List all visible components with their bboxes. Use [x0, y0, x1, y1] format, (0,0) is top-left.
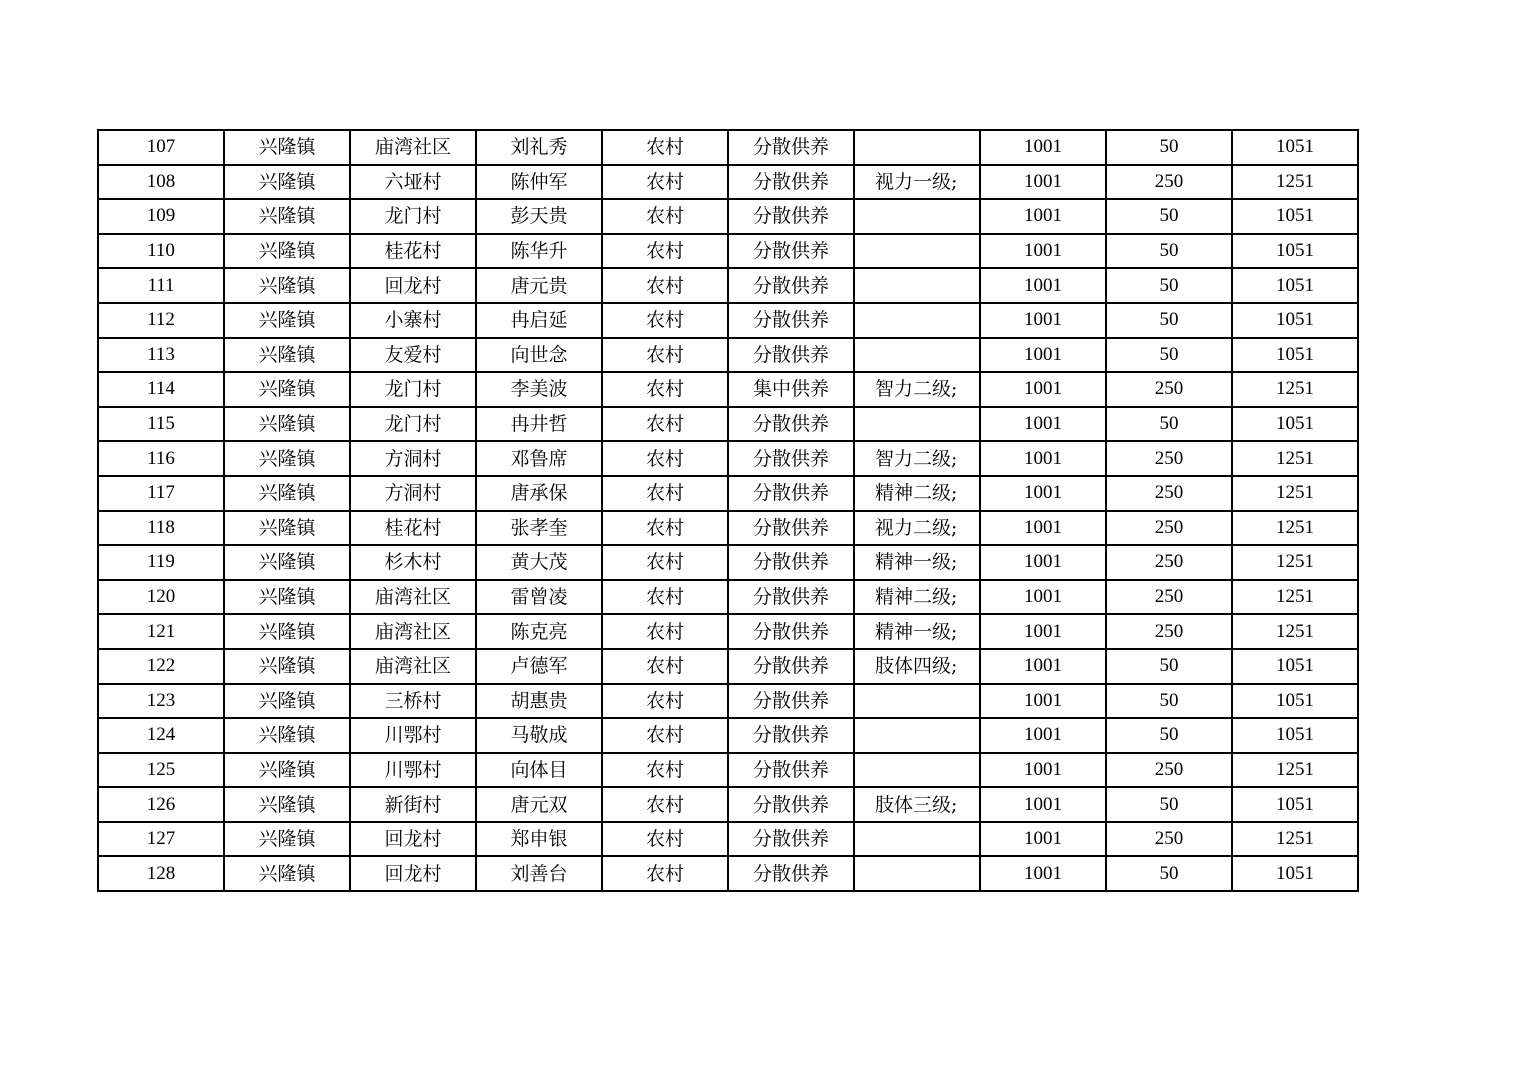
name-cell: 邓鲁席: [476, 441, 602, 476]
household-cell: 农村: [602, 268, 728, 303]
amount-cell: 1001: [980, 718, 1106, 753]
subsidy-cell: 250: [1106, 441, 1232, 476]
amount-cell: 1001: [980, 268, 1106, 303]
disability-cell: 智力二级;: [854, 441, 980, 476]
total-cell: 1051: [1232, 303, 1358, 338]
household-cell: 农村: [602, 130, 728, 165]
town-cell: 兴隆镇: [224, 545, 350, 580]
support-type-cell: 分散供养: [728, 165, 854, 200]
table-body: [98, 130, 1358, 891]
table-row: [98, 268, 1358, 303]
household-cell: 农村: [602, 580, 728, 615]
serial-cell: 127: [98, 822, 224, 857]
table-row: [98, 718, 1358, 753]
subsidy-cell: 250: [1106, 753, 1232, 788]
total-cell: 1251: [1232, 165, 1358, 200]
amount-cell: 1001: [980, 753, 1106, 788]
subsidy-cell: 50: [1106, 649, 1232, 684]
total-cell: 1051: [1232, 130, 1358, 165]
household-cell: 农村: [602, 856, 728, 891]
subsidy-cell: 250: [1106, 614, 1232, 649]
support-type-cell: 分散供养: [728, 684, 854, 719]
disability-cell: 视力一级;: [854, 165, 980, 200]
support-type-cell: 分散供养: [728, 614, 854, 649]
support-type-cell: 分散供养: [728, 718, 854, 753]
serial-cell: 114: [98, 372, 224, 407]
name-cell: 陈克亮: [476, 614, 602, 649]
support-type-cell: 分散供养: [728, 303, 854, 338]
subsidy-cell: 50: [1106, 199, 1232, 234]
serial-cell: 107: [98, 130, 224, 165]
name-cell: 冉启延: [476, 303, 602, 338]
village-cell: 新街村: [350, 787, 476, 822]
disability-cell: [854, 718, 980, 753]
name-cell: 卢德军: [476, 649, 602, 684]
village-cell: 庙湾社区: [350, 130, 476, 165]
village-cell: 三桥村: [350, 684, 476, 719]
subsidy-cell: 50: [1106, 234, 1232, 269]
name-cell: 陈仲军: [476, 165, 602, 200]
household-cell: 农村: [602, 684, 728, 719]
serial-cell: 113: [98, 338, 224, 373]
subsidy-cell: 50: [1106, 130, 1232, 165]
serial-cell: 121: [98, 614, 224, 649]
amount-cell: 1001: [980, 407, 1106, 442]
town-cell: 兴隆镇: [224, 268, 350, 303]
table-row: [98, 787, 1358, 822]
table-row: [98, 372, 1358, 407]
disability-cell: [854, 338, 980, 373]
town-cell: 兴隆镇: [224, 130, 350, 165]
village-cell: 方洞村: [350, 441, 476, 476]
amount-cell: 1001: [980, 545, 1106, 580]
amount-cell: 1001: [980, 511, 1106, 546]
village-cell: 龙门村: [350, 407, 476, 442]
serial-cell: 117: [98, 476, 224, 511]
subsidy-cell: 50: [1106, 787, 1232, 822]
disability-cell: [854, 822, 980, 857]
subsidy-cell: 50: [1106, 268, 1232, 303]
name-cell: 郑申银: [476, 822, 602, 857]
serial-cell: 108: [98, 165, 224, 200]
town-cell: 兴隆镇: [224, 787, 350, 822]
subsidy-cell: 250: [1106, 545, 1232, 580]
table-row: [98, 545, 1358, 580]
table-row: [98, 684, 1358, 719]
subsidy-cell: 50: [1106, 718, 1232, 753]
serial-cell: 118: [98, 511, 224, 546]
serial-cell: 111: [98, 268, 224, 303]
table-row: [98, 199, 1358, 234]
support-type-cell: 分散供养: [728, 268, 854, 303]
table-row: [98, 234, 1358, 269]
total-cell: 1251: [1232, 753, 1358, 788]
total-cell: 1051: [1232, 718, 1358, 753]
name-cell: 冉井哲: [476, 407, 602, 442]
village-cell: 龙门村: [350, 199, 476, 234]
amount-cell: 1001: [980, 787, 1106, 822]
disability-cell: [854, 234, 980, 269]
serial-cell: 120: [98, 580, 224, 615]
name-cell: 向世念: [476, 338, 602, 373]
support-type-cell: 分散供养: [728, 234, 854, 269]
serial-cell: 115: [98, 407, 224, 442]
village-cell: 龙门村: [350, 372, 476, 407]
town-cell: 兴隆镇: [224, 580, 350, 615]
household-cell: 农村: [602, 822, 728, 857]
amount-cell: 1001: [980, 372, 1106, 407]
household-cell: 农村: [602, 718, 728, 753]
total-cell: 1251: [1232, 614, 1358, 649]
name-cell: 黄大茂: [476, 545, 602, 580]
household-cell: 农村: [602, 199, 728, 234]
table-row: [98, 407, 1358, 442]
total-cell: 1251: [1232, 822, 1358, 857]
total-cell: 1251: [1232, 372, 1358, 407]
disability-cell: 精神二级;: [854, 580, 980, 615]
amount-cell: 1001: [980, 338, 1106, 373]
total-cell: 1051: [1232, 199, 1358, 234]
name-cell: 向体目: [476, 753, 602, 788]
town-cell: 兴隆镇: [224, 441, 350, 476]
total-cell: 1251: [1232, 580, 1358, 615]
village-cell: 回龙村: [350, 268, 476, 303]
subsidy-cell: 250: [1106, 511, 1232, 546]
village-cell: 方洞村: [350, 476, 476, 511]
town-cell: 兴隆镇: [224, 372, 350, 407]
household-cell: 农村: [602, 545, 728, 580]
town-cell: 兴隆镇: [224, 165, 350, 200]
name-cell: 唐元贵: [476, 268, 602, 303]
serial-cell: 119: [98, 545, 224, 580]
town-cell: 兴隆镇: [224, 303, 350, 338]
subsidy-cell: 50: [1106, 338, 1232, 373]
village-cell: 回龙村: [350, 856, 476, 891]
subsidy-cell: 250: [1106, 822, 1232, 857]
subsidy-cell: 50: [1106, 407, 1232, 442]
serial-cell: 126: [98, 787, 224, 822]
amount-cell: 1001: [980, 649, 1106, 684]
amount-cell: 1001: [980, 165, 1106, 200]
amount-cell: 1001: [980, 303, 1106, 338]
table-row: [98, 476, 1358, 511]
support-type-cell: 分散供养: [728, 407, 854, 442]
serial-cell: 109: [98, 199, 224, 234]
household-cell: 农村: [602, 165, 728, 200]
total-cell: 1051: [1232, 268, 1358, 303]
disability-cell: 智力二级;: [854, 372, 980, 407]
name-cell: 张孝奎: [476, 511, 602, 546]
name-cell: 李美波: [476, 372, 602, 407]
disability-cell: [854, 753, 980, 788]
town-cell: 兴隆镇: [224, 822, 350, 857]
town-cell: 兴隆镇: [224, 407, 350, 442]
village-cell: 六垭村: [350, 165, 476, 200]
table-row: [98, 856, 1358, 891]
disability-cell: 精神一级;: [854, 545, 980, 580]
town-cell: 兴隆镇: [224, 856, 350, 891]
table-row: [98, 303, 1358, 338]
table-row: [98, 338, 1358, 373]
amount-cell: 1001: [980, 234, 1106, 269]
support-type-cell: 分散供养: [728, 580, 854, 615]
town-cell: 兴隆镇: [224, 234, 350, 269]
disability-cell: [854, 684, 980, 719]
total-cell: 1051: [1232, 856, 1358, 891]
table-row: [98, 511, 1358, 546]
support-type-cell: 分散供养: [728, 130, 854, 165]
data-sheet: [97, 129, 1357, 892]
support-type-cell: 分散供养: [728, 787, 854, 822]
subsidy-cell: 50: [1106, 684, 1232, 719]
village-cell: 桂花村: [350, 234, 476, 269]
total-cell: 1051: [1232, 407, 1358, 442]
table-row: [98, 165, 1358, 200]
town-cell: 兴隆镇: [224, 476, 350, 511]
amount-cell: 1001: [980, 580, 1106, 615]
household-cell: 农村: [602, 787, 728, 822]
table-row: [98, 753, 1358, 788]
amount-cell: 1001: [980, 614, 1106, 649]
total-cell: 1251: [1232, 511, 1358, 546]
town-cell: 兴隆镇: [224, 614, 350, 649]
disability-cell: 精神二级;: [854, 476, 980, 511]
household-cell: 农村: [602, 441, 728, 476]
serial-cell: 112: [98, 303, 224, 338]
subsidy-cell: 50: [1106, 856, 1232, 891]
table-row: [98, 580, 1358, 615]
serial-cell: 116: [98, 441, 224, 476]
town-cell: 兴隆镇: [224, 684, 350, 719]
serial-cell: 125: [98, 753, 224, 788]
disability-cell: 肢体三级;: [854, 787, 980, 822]
serial-cell: 122: [98, 649, 224, 684]
name-cell: 彭天贵: [476, 199, 602, 234]
total-cell: 1051: [1232, 338, 1358, 373]
subsidy-cell: 250: [1106, 165, 1232, 200]
amount-cell: 1001: [980, 856, 1106, 891]
disability-cell: [854, 856, 980, 891]
records-table: [97, 129, 1359, 892]
disability-cell: [854, 130, 980, 165]
support-type-cell: 分散供养: [728, 476, 854, 511]
village-cell: 川鄂村: [350, 753, 476, 788]
support-type-cell: 分散供养: [728, 199, 854, 234]
table-row: [98, 649, 1358, 684]
subsidy-cell: 250: [1106, 372, 1232, 407]
disability-cell: [854, 303, 980, 338]
serial-cell: 124: [98, 718, 224, 753]
serial-cell: 128: [98, 856, 224, 891]
total-cell: 1051: [1232, 684, 1358, 719]
name-cell: 唐元双: [476, 787, 602, 822]
household-cell: 农村: [602, 753, 728, 788]
household-cell: 农村: [602, 303, 728, 338]
household-cell: 农村: [602, 649, 728, 684]
disability-cell: 精神一级;: [854, 614, 980, 649]
support-type-cell: 分散供养: [728, 753, 854, 788]
amount-cell: 1001: [980, 476, 1106, 511]
subsidy-cell: 250: [1106, 476, 1232, 511]
support-type-cell: 分散供养: [728, 822, 854, 857]
village-cell: 友爱村: [350, 338, 476, 373]
total-cell: 1251: [1232, 441, 1358, 476]
disability-cell: 肢体四级;: [854, 649, 980, 684]
table-row: [98, 441, 1358, 476]
household-cell: 农村: [602, 338, 728, 373]
household-cell: 农村: [602, 407, 728, 442]
support-type-cell: 分散供养: [728, 511, 854, 546]
amount-cell: 1001: [980, 684, 1106, 719]
town-cell: 兴隆镇: [224, 649, 350, 684]
name-cell: 刘礼秀: [476, 130, 602, 165]
village-cell: 庙湾社区: [350, 649, 476, 684]
total-cell: 1051: [1232, 787, 1358, 822]
household-cell: 农村: [602, 476, 728, 511]
disability-cell: [854, 268, 980, 303]
total-cell: 1251: [1232, 476, 1358, 511]
amount-cell: 1001: [980, 441, 1106, 476]
household-cell: 农村: [602, 614, 728, 649]
town-cell: 兴隆镇: [224, 511, 350, 546]
subsidy-cell: 250: [1106, 580, 1232, 615]
town-cell: 兴隆镇: [224, 338, 350, 373]
town-cell: 兴隆镇: [224, 199, 350, 234]
support-type-cell: 集中供养: [728, 372, 854, 407]
town-cell: 兴隆镇: [224, 753, 350, 788]
name-cell: 唐承保: [476, 476, 602, 511]
subsidy-cell: 50: [1106, 303, 1232, 338]
village-cell: 桂花村: [350, 511, 476, 546]
village-cell: 川鄂村: [350, 718, 476, 753]
town-cell: 兴隆镇: [224, 718, 350, 753]
village-cell: 庙湾社区: [350, 614, 476, 649]
village-cell: 回龙村: [350, 822, 476, 857]
serial-cell: 110: [98, 234, 224, 269]
amount-cell: 1001: [980, 822, 1106, 857]
total-cell: 1051: [1232, 234, 1358, 269]
disability-cell: [854, 199, 980, 234]
table-row: [98, 130, 1358, 165]
total-cell: 1251: [1232, 545, 1358, 580]
total-cell: 1051: [1232, 649, 1358, 684]
household-cell: 农村: [602, 234, 728, 269]
name-cell: 刘善台: [476, 856, 602, 891]
table-row: [98, 822, 1358, 857]
village-cell: 庙湾社区: [350, 580, 476, 615]
name-cell: 马敬成: [476, 718, 602, 753]
support-type-cell: 分散供养: [728, 545, 854, 580]
name-cell: 陈华升: [476, 234, 602, 269]
support-type-cell: 分散供养: [728, 649, 854, 684]
household-cell: 农村: [602, 372, 728, 407]
name-cell: 雷曾凌: [476, 580, 602, 615]
support-type-cell: 分散供养: [728, 441, 854, 476]
disability-cell: 视力二级;: [854, 511, 980, 546]
table-row: [98, 614, 1358, 649]
amount-cell: 1001: [980, 199, 1106, 234]
amount-cell: 1001: [980, 130, 1106, 165]
disability-cell: [854, 407, 980, 442]
support-type-cell: 分散供养: [728, 856, 854, 891]
village-cell: 杉木村: [350, 545, 476, 580]
village-cell: 小寨村: [350, 303, 476, 338]
household-cell: 农村: [602, 511, 728, 546]
serial-cell: 123: [98, 684, 224, 719]
name-cell: 胡惠贵: [476, 684, 602, 719]
support-type-cell: 分散供养: [728, 338, 854, 373]
